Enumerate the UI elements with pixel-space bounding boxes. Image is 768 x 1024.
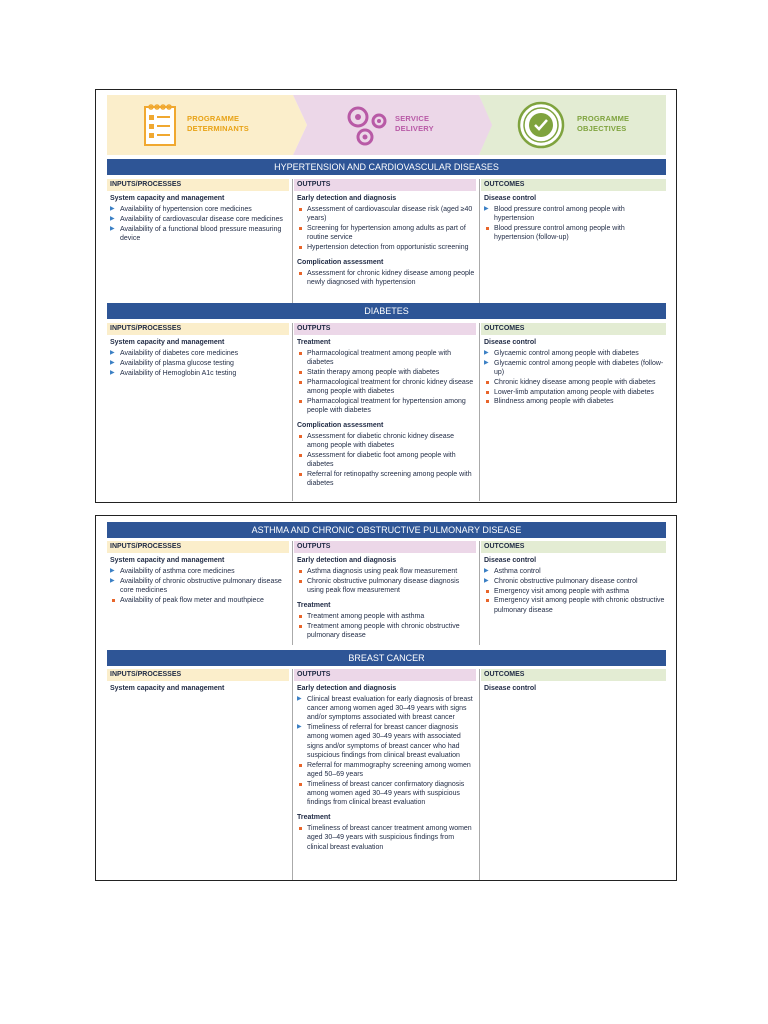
list-item: ▶ Availability of hypertension core medicines [110, 205, 289, 214]
outputs-subheading: Treatment [297, 602, 331, 610]
list-item: ▶ Availability of asthma core medicines [110, 567, 289, 576]
inputs-subheading: System capacity and management [110, 195, 225, 202]
outputs-subheading: Early detection and diagnosis [297, 685, 397, 692]
list-item: ▶ Availability of diabetes core medicines [110, 349, 289, 358]
diab-outputs-column [294, 323, 476, 489]
outcomes-header: OUTCOMES [481, 669, 666, 681]
objectives-label: PROGRAMME OBJECTIVES [577, 114, 630, 133]
list-item: Statin therapy among people with diabetes [297, 368, 476, 377]
outcomes-subheading: Disease control [484, 195, 537, 202]
htn-inputs-list [107, 205, 289, 243]
list-item: Screening for hypertension among adults as part of routine service [297, 224, 476, 242]
service-delivery-label: SERVICE DELIVERY [395, 114, 434, 133]
list-item: Hypertension detection from opportunistic screening [297, 243, 476, 252]
panel-top [95, 89, 677, 503]
list-item: Referral for mammography screening among women aged 50–69 years [297, 761, 476, 779]
section-title-hypertension: HYPERTENSION AND CARDIOVASCULAR DISEASES [107, 159, 666, 175]
asthma-inputs-list [107, 567, 289, 605]
section-title-diabetes: DIABETES [107, 303, 666, 319]
inputs-subheading: System capacity and management [110, 685, 225, 692]
breast-outcomes-column [481, 669, 666, 695]
list-item: Assessment for chronic kidney disease among people newly diagnosed with hypertension [297, 269, 476, 287]
list-item: ▶ Glycaemic control among people with diabetes [484, 349, 666, 358]
asthma-outcomes-list [481, 567, 666, 615]
outputs-subheading: Treatment [297, 814, 331, 822]
outcomes-header: OUTCOMES [481, 179, 666, 191]
list-item: Lower-limb amputation among people with diabetes [484, 388, 666, 397]
list-item: ▶ Clinical breast evaluation for early diagnosis of breast cancer among women aged 30–49 years with signs and/or symptoms associated with breast cancer [297, 695, 476, 723]
asthma-detection-list [294, 567, 476, 595]
diab-complication-list [294, 432, 476, 488]
inputs-header: INPUTS/PROCESSES [107, 541, 289, 553]
gears-icon [341, 101, 391, 149]
panel-bottom [95, 515, 677, 881]
list-item: ▶ Availability of cardiovascular disease core medicines [110, 215, 289, 224]
list-item: ▶ Glycaemic control among people with diabetes (follow-up) [484, 359, 666, 377]
breast-inputs-column [107, 669, 289, 695]
list-item: Pharmacological treatment among people with diabetes [297, 349, 476, 367]
list-item: ▶ Availability of a functional blood pressure measuring device [110, 225, 289, 243]
list-item: Asthma diagnosis using peak flow measurement [297, 567, 476, 576]
list-item: Emergency visit among people with asthma [484, 587, 666, 596]
list-item: ▶ Availability of chronic obstructive pulmonary disease core medicines [110, 577, 289, 595]
banner-service-delivery [293, 95, 493, 155]
list-item: ▶ Availability of Hemoglobin A1c testing [110, 369, 289, 378]
htn-outputs-list [294, 205, 476, 252]
banner-objectives [479, 95, 666, 155]
inputs-header: INPUTS/PROCESSES [107, 179, 289, 191]
outputs-subheading: Complication assessment [297, 259, 384, 267]
breast-outputs-column [294, 669, 476, 852]
section-title-breast-cancer: BREAST CANCER [107, 650, 666, 666]
list-item: Emergency visit among people with chronic obstructive pulmonary disease [484, 596, 666, 614]
inputs-header: INPUTS/PROCESSES [107, 669, 289, 681]
outputs-subheading: Treatment [297, 339, 331, 346]
list-item: Pharmacological treatment for hypertension among people with diabetes [297, 397, 476, 415]
list-item: ▶ Availability of plasma glucose testing [110, 359, 289, 368]
list-item: Blindness among people with diabetes [484, 397, 666, 406]
htn-outcomes-column [481, 179, 666, 243]
determinants-label: PROGRAMME DETERMINANTS [187, 114, 249, 133]
htn-outputs-column [294, 179, 476, 288]
list-item: Assessment for diabetic foot among people with diabetes [297, 451, 476, 469]
list-item: Assessment for diabetic chronic kidney disease among people with diabetes [297, 432, 476, 450]
divider [479, 669, 480, 880]
list-item: ▶ Timeliness of referral for breast cancer diagnosis among women aged 30–49 years with associated signs and/or symptoms of breast cancer who had suspicious findings from clinical breast evaluation [297, 723, 476, 760]
outputs-header: OUTPUTS [294, 323, 476, 335]
list-item: Blood pressure control among people with hypertension (follow-up) [484, 224, 666, 242]
divider [479, 179, 480, 303]
asthma-treatment-list [294, 612, 476, 640]
htn-complication-list [294, 269, 476, 287]
list-item: ▶ Asthma control [484, 567, 666, 576]
outcomes-header: OUTCOMES [481, 541, 666, 553]
asthma-outcomes-column [481, 541, 666, 615]
inputs-subheading: System capacity and management [110, 339, 225, 346]
list-item: Chronic obstructive pulmonary disease diagnosis using peak flow measurement [297, 577, 476, 595]
framework-banner [107, 95, 666, 155]
list-item: Chronic kidney disease among people with diabetes [484, 378, 666, 387]
diab-treatment-list [294, 349, 476, 415]
list-item: Availability of peak flow meter and mouthpiece [110, 596, 289, 605]
outputs-subheading: Early detection and diagnosis [297, 557, 397, 564]
breast-detection-list [294, 695, 476, 807]
outputs-subheading: Early detection and diagnosis [297, 195, 397, 202]
diab-outcomes-column [481, 323, 666, 407]
outputs-header: OUTPUTS [294, 179, 476, 191]
inputs-header: INPUTS/PROCESSES [107, 323, 289, 335]
asthma-outputs-column [294, 541, 476, 641]
target-check-icon [517, 101, 565, 149]
breast-treatment-list [294, 824, 476, 852]
outcomes-subheading: Disease control [484, 685, 537, 692]
outcomes-subheading: Disease control [484, 557, 537, 564]
list-item: Timeliness of breast cancer confirmatory diagnosis among women aged 30–49 years with suspicious findings from clinical breast evaluation [297, 780, 476, 808]
list-item: Treatment among people with chronic obstructive pulmonary disease [297, 622, 476, 640]
list-item: Timeliness of breast cancer treatment among women aged 30–49 years with suspicious findings from clinical breast evaluation [297, 824, 476, 852]
diab-outcomes-list [481, 349, 666, 407]
checklist-icon [141, 101, 179, 149]
list-item: ▶ Chronic obstructive pulmonary disease control [484, 577, 666, 586]
divider [479, 323, 480, 501]
divider [479, 541, 480, 645]
list-item: Referral for retinopathy screening among people with diabetes [297, 470, 476, 488]
diab-inputs-list [107, 349, 289, 378]
htn-inputs-column [107, 179, 289, 244]
section-title-asthma-copd: ASTHMA AND CHRONIC OBSTRUCTIVE PULMONARY DISEASE [107, 522, 666, 538]
outputs-header: OUTPUTS [294, 541, 476, 553]
divider [292, 179, 293, 303]
htn-outcomes-list [481, 205, 666, 242]
divider [292, 669, 293, 880]
divider [292, 541, 293, 645]
diab-inputs-column [107, 323, 289, 378]
divider [292, 323, 293, 501]
outcomes-header: OUTCOMES [481, 323, 666, 335]
outputs-subheading: Complication assessment [297, 422, 384, 430]
inputs-subheading: System capacity and management [110, 557, 225, 564]
outputs-header: OUTPUTS [294, 669, 476, 681]
asthma-inputs-column [107, 541, 289, 606]
list-item: Treatment among people with asthma [297, 612, 476, 621]
list-item: Assessment of cardiovascular disease risk (aged ≥40 years) [297, 205, 476, 223]
list-item: Pharmacological treatment for chronic kidney disease among people with diabetes [297, 378, 476, 396]
list-item: ▶ Blood pressure control among people with hypertension [484, 205, 666, 223]
outcomes-subheading: Disease control [484, 339, 537, 346]
